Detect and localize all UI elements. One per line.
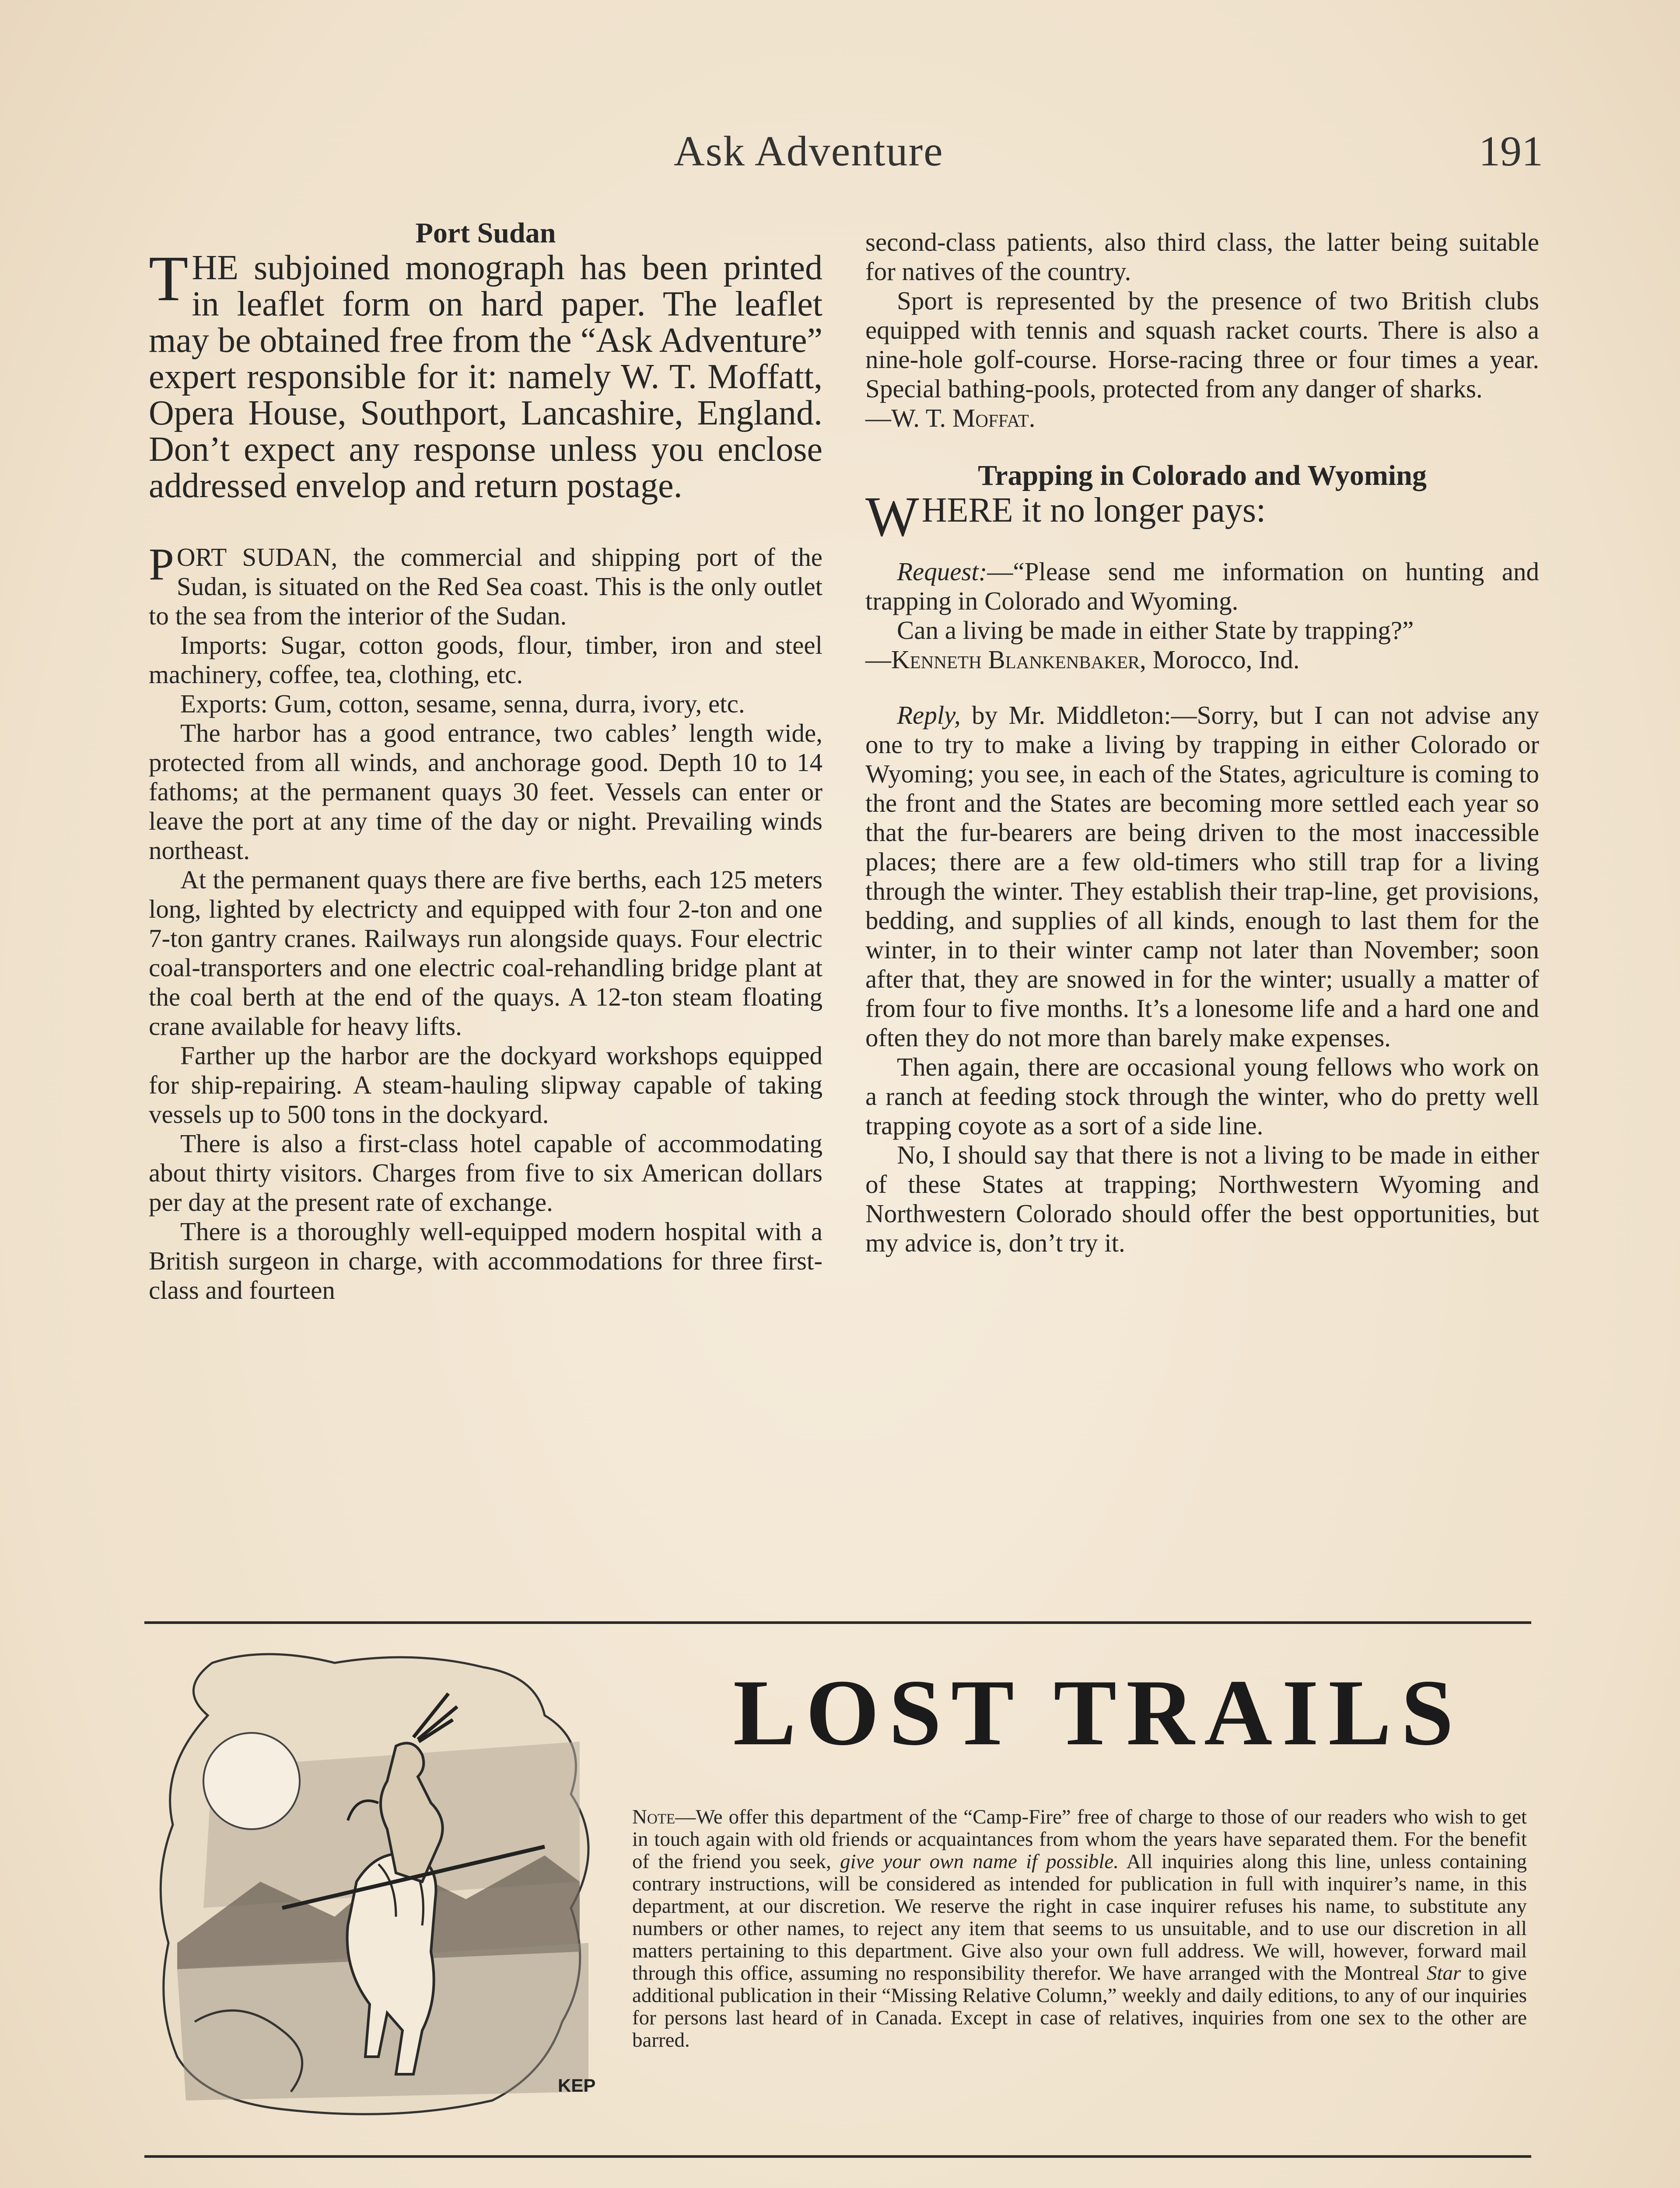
trapping-paragraph: Then again, there are occasional young fellows who work on a ranch at feeding stock through the winter, who do pretty well trapping coyote as a sort of a side line.: [865, 1052, 1539, 1140]
drop-cap: T: [149, 243, 189, 315]
trapping-intro: WHERE it no longer pays:: [865, 485, 1266, 548]
page-number: 191: [1479, 128, 1543, 175]
port-sudan-intro: THE subjoined monograph has been printed in leaflet form on hard paper. The leaflet may be obtained free from the “Ask Adventure” expert responsible for it: namely W. T. Moffatt, Opera House, Southport, Lancashire, England. Don’t expect any response unless you enclose addressed envelop and return postage.: [149, 243, 822, 505]
right-column: [865, 228, 1539, 1258]
port-sudan-heading: Port Sudan: [415, 217, 556, 249]
port-sudan-paragraph: Exports: Gum, cotton, sesame, senna, durra, ivory, etc.: [180, 689, 745, 718]
section-divider: [144, 1621, 1531, 1624]
trapping-paragraph: No, I should say that there is not a living to be made in either of these States at trapping; Northwestern Wyoming and Northwestern Colorado should offer the best opportunities, but my advice is, don’t try it.: [865, 1140, 1539, 1257]
port-sudan-paragraph: Farther up the harbor are the dockyard workshops equipped for ship-repairing. A steam-hauling slipway capable of taking vessels up to 500 tons in the dockyard.: [149, 1041, 822, 1129]
port-sudan-signature: —W. T. Moffat.: [865, 403, 1036, 432]
trapping-request: Can a living be made in either State by trapping?”: [897, 616, 1414, 645]
artist-signature: KEP: [558, 2075, 596, 2096]
port-sudan-paragraph: PORT SUDAN, the commercial and shipping port of the Sudan, is situated on the Red Sea coast. This is the only outlet to the sea from the interior of the Sudan.: [149, 539, 822, 630]
section-divider: [144, 2155, 1531, 2158]
port-sudan-paragraph: The harbor has a good entrance, two cables’ length wide, protected from all winds, and anchorage good. Depth 10 to 14 fathoms; at the permanent quays 30 feet. Vessels can enter or leave the port at any time of the day or night. Prevailing winds northeast.: [149, 719, 822, 865]
lost-trails-title: LOST TRAILS: [733, 1660, 1463, 1765]
port-sudan-paragraph: There is also a first-class hotel capable of accommodating about thirty visitors. Charges from five to six American dollars per day at the present rate of exchange.: [149, 1129, 822, 1217]
trapping-request-signature: —Kenneth Blankenbaker, Morocco, Ind.: [865, 645, 1300, 674]
running-head: Ask Adventure: [674, 128, 944, 175]
drop-cap: W: [865, 485, 919, 548]
port-sudan-paragraph: At the permanent quays there are five berths, each 125 meters long, lighted by electricty and equipped with four 2-ton and one 7-ton gantry cranes. Railways run alongside quays. Four electric coal-transporters and one electric coal-rehandling bridge plant at the coal berth at the end of the quays. A 12-ton steam floating crane available for heavy lifts.: [149, 865, 822, 1041]
left-column: [149, 217, 822, 1305]
port-sudan-paragraph: second-class patients, also third class, the latter being suitable for natives of the country.: [865, 228, 1539, 286]
trapping-reply: Reply, by Mr. Middleton:—Sorry, but I can not advise any one to try to make a living by trapping in either Colorado or Wyoming; you see, in each of the States, agriculture is coming to the front and the States are becoming more settled each year so that the fur-bearers are being driven to the most inaccessible places; there are a few old-timers who still trap for a living through the winter. They establish their trap-line, get provisions, bedding, and supplies of all kinds, enough to last them for the winter, in to their winter camp not later than November; soon after that, they are snowed in for the winter; usually a matter of from four to five months. It’s a lonesome life and a hard one and often they do not more than barely make expenses.: [865, 701, 1539, 1052]
drop-cap: P: [149, 539, 174, 589]
trapping-heading: Trapping in Colorado and Wyoming: [978, 459, 1427, 491]
rider-illustration: [151, 1637, 639, 2131]
lost-trails-note: Note—We offer this department of the “Camp-Fire” free of charge to those of our readers who wish to get in touch again with old friends or acquaintances from whom the years have separated them. For the benefit of the friend you seek, give your own name if possible. All inquiries along this line, unless containing contrary instructions, will be considered as intended for publication in full with inquirer’s name, in this department, at our discretion. We reserve the right in case inquirer refuses his name, to substitute any numbers or other names, to reject any item that seems to us unsuitable, and to use our discretion in all matters pertaining to this department. Give also your own full address. We will, however, forward mail through this office, assuming no responsibility therefor. We have arranged with the Montreal Star to give additional publication in their “Missing Relative Column,” weekly and daily editions, to any of our inquiries for persons last heard of in Canada. Except in case of relatives, inquiries from one sex to the other are barred.: [632, 1806, 1527, 2051]
port-sudan-paragraph: Sport is represented by the presence of two British clubs equipped with tennis and squash racket courts. There is also a nine-hole golf-course. Horse-racing three or four times a year. Special bathing-pools, protected from any danger of sharks.: [865, 286, 1539, 403]
trapping-request: Request:—“Please send me information on hunting and trapping in Colorado and Wyoming.: [865, 557, 1539, 615]
port-sudan-paragraph: There is a thoroughly well-equipped modern hospital with a British surgeon in charge, with accommodations for three first-class and fourteen: [149, 1217, 822, 1304]
port-sudan-paragraph: Imports: Sugar, cotton goods, flour, timber, iron and steel machinery, coffee, tea, clothing, etc.: [149, 631, 822, 689]
